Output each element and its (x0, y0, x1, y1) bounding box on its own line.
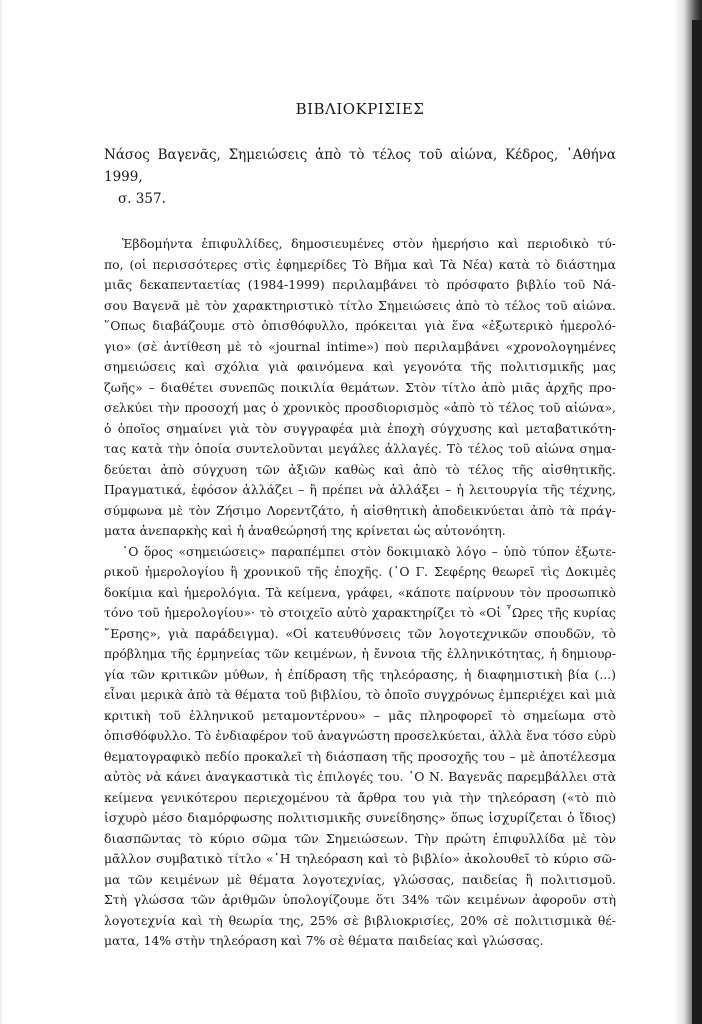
book-citation (104, 144, 616, 210)
text-line: σου Βαγενᾶ μὲ τὸν χαρακτηριστικὸ τίτλο Σημειώσεις ἀπὸ τὸ τέλος τοῦ αἰώνα. (104, 297, 616, 313)
text-line: κείμενα γενικότερου περιεχομένου τὰ ἄρθρα του γιὰ τὴν τηλεόραση («τὸ πιὸ (104, 789, 616, 805)
text-line: ζωῆς» – διαθέτει συνεπῶς ποικιλία θεμάτων. Στὸν τίτλο ἀπὸ μιᾶς ἀρχῆς προ- (104, 379, 616, 395)
text-line: Πραγματικά, ἐφόσον ἀλλάζει – ἢ πρέπει νὰ ἀλλάξει – ἡ λειτουργία τῆς τέχνης, (104, 482, 616, 497)
text-line: σύμφωνα μὲ τὸν Ζήσιμο Λορεντζάτο, ἡ αἰσθητικὴ ἀποδεικνύεται ἀπὸ τὰ πράγ- (104, 502, 616, 518)
text-line: ματα, 14% στὴν τηλεόραση καὶ 7% σὲ θέματα παιδείας καὶ γλώσσας. (104, 933, 544, 948)
text-line: Ἑβδομήντα ἐπιφυλλίδες, δημοσιευμένες στὸν ἡμερήσιο καὶ περιοδικὸ τύ- (122, 236, 616, 251)
text-line: πρόβλημα τῆς ἑρμηνείας τῶν κειμένων, ἡ ἔννοια τῆς ἑλληνικότητας, ἡ δημιουρ- (104, 646, 616, 661)
text-line: δεύεται ἀπὸ σύγχυση τῶν ἀξιῶν καθὼς καὶ ἀπὸ τὸ τέλος τῆς αἰσθητικῆς. (104, 461, 616, 477)
section-heading: ΒΙΒΛΙΟΚΡΙΣΙΕΣ (295, 100, 425, 118)
text-line: σελκύει τὴν προσοχή μας ὁ χρονικὸς προσδιορισμὸς «ἀπὸ τὸ τέλος τοῦ αἰώνα», (104, 400, 616, 415)
text-line: κριτικὴ τοῦ ἑλληνικοῦ μεταμοντέρνου» – μᾶς πληροφορεῖ τὸ σημείωμα στὸ (104, 707, 616, 723)
text-line: γία τῶν κριτικῶν μύθων, ἡ ἐπίδραση τῆς τηλεόρασης, ἡ διαφημιστικὴ βία (...) (104, 666, 616, 682)
text-line: σημειώσεις καὶ σχόλια γιὰ φαινόμενα καὶ γεγονότα τῆς πολιτισμικῆς μας (104, 359, 616, 374)
book-spine-edge (692, 20, 702, 1024)
text-line: μα τῶν κειμένων μὲ θέματα λογοτεχνίας, γλώσσας, παιδείας ἢ πολιτισμοῦ. (104, 871, 616, 887)
text-line: δοκίμια καὶ ἡμερολόγια. Τὰ κείμενα, γράφει, «κάποτε παίρνουν τὸν προσωπικὸ (104, 584, 616, 600)
text-line: τας κατὰ τὴν ὁποία συντελοῦνται μεγάλες ἀλλαγές. Τὸ τέλος τοῦ αἰώνα σημα- (104, 441, 616, 456)
review-text-block (104, 100, 616, 952)
citation-line-2: σ. 357. (118, 191, 166, 207)
text-line: ματα ἀνεπαρκὴς καὶ ἡ ἀναθεώρησή της κρίνεται ὡς αὐτονόητη. (104, 523, 506, 538)
text-line: μιᾶς δεκαπενταετίας (1984-1999) περιλαμβάνει τὸ πρόσφατο βιβλίο τοῦ Νά- (104, 277, 616, 292)
text-line: πο, (οἱ περισσότερες στὶς ἐφημερίδες Τὸ Βῆμα καὶ Τὰ Νέα) κατὰ τὸ διάστημα (104, 256, 616, 272)
paragraph-2 (104, 542, 616, 952)
text-line: αὐτὸς νὰ κάνει ἀναγκαστικὰ τὶς ἐπιλογές του. ῾Ο Ν. Βαγενᾶς παρεμβάλλει στὰ (104, 769, 616, 784)
text-line: ῾Ο ὅρος «σημειώσεις» παραπέμπει στὸν δοκιμιακὸ λόγο – ὑπὸ τύπον ἐξωτε- (122, 543, 616, 559)
text-line: ῞Οπως διαβάζουμε στὸ ὀπισθόφυλλο, πρόκειται γιὰ ἕνα «ἐξωτερικὸ ἡμερολό- (104, 318, 616, 333)
text-line: εἶναι μερικὰ ἀπὸ τὰ θέματα τοῦ βιβλίου, τὸ ὁποῖο συγχρόνως ἐμπεριέχει καὶ μιὰ (104, 687, 616, 702)
text-line: ὁ ὁποῖος σημαίνει γιὰ τὸν συγγραφέα μιὰ ἐποχὴ σύγχυσης καὶ μεταβατικότη- (104, 420, 616, 436)
text-line: ὀπισθόφυλλο. Τὸ ἐνδιαφέρον τοῦ ἀναγνώστη προσελκύεται, ἀλλὰ ἕνα τόσο εὐρὺ (104, 728, 616, 743)
text-line: ρικοῦ ἡμερολογίου ἢ χρονικοῦ τῆς ἐποχῆς. (῾Ο Γ. Σεφέρης θεωρεῖ τὶς Δοκιμὲς (104, 564, 616, 579)
text-line: λογοτεχνία καὶ τὴ θεωρία της, 25% σὲ βιβλιοκρισίες, 20% σὲ πολιτισμικὰ θέ- (104, 912, 616, 928)
text-line: γιο» (σὲ ἀντίθεση μὲ τὸ «journal intime») ποὺ περιλαμβάνει «χρονολογημένες (104, 338, 616, 354)
paragraph-1 (104, 234, 616, 542)
text-line: θεματογραφικὸ πεδίο προκαλεῖ τὴ διάσπαση τῆς προσοχῆς του – μὲ ἀποτέλεσμα (104, 748, 616, 764)
citation-line-1: Νάσος Βαγενᾶς, Σημειώσεις ἀπὸ τὸ τέλος τοῦ αἰώνα, Κέδρος, ᾿Αθήνα 1999, (104, 147, 616, 185)
review-body (104, 234, 616, 952)
text-line: Στὴ γλώσσα τῶν ἀριθμῶν ὑπολογίζουμε ὅτι 34% τῶν κειμένων ἀφοροῦν στὴ (104, 892, 616, 907)
text-line: τόνο τοῦ ἡμερολογίου»· τὸ στοιχεῖο αὐτὸ χαρακτηρίζει τὸ «Οἱ ῟Ωρες τῆς κυρίας (104, 605, 616, 620)
page-edge (0, 0, 2, 1024)
text-line: ἰσχυρὸ μέσο διαμόρφωσης πολιτισμικῆς συνείδησης» ὅπως ἰσχυρίζεται ὁ ἴδιος) (104, 810, 616, 825)
text-line: μᾶλλον συμβατικὸ τίτλο «῾Η τηλεόραση καὶ τὸ βιβλίο» ἀκολουθεῖ τὸ κύριο σῶ- (104, 851, 616, 866)
text-line: διασπῶντας τὸ κύριο σῶμα τῶν Σημειώσεων. Τὴν πρώτη ἐπιφυλλίδα μὲ τὸν (104, 830, 616, 846)
text-line: ῎Ερσης», γιὰ παράδειγμα). «Οἱ κατευθύνσεις τῶν λογοτεχνικῶν σπουδῶν, τὸ (104, 625, 616, 641)
